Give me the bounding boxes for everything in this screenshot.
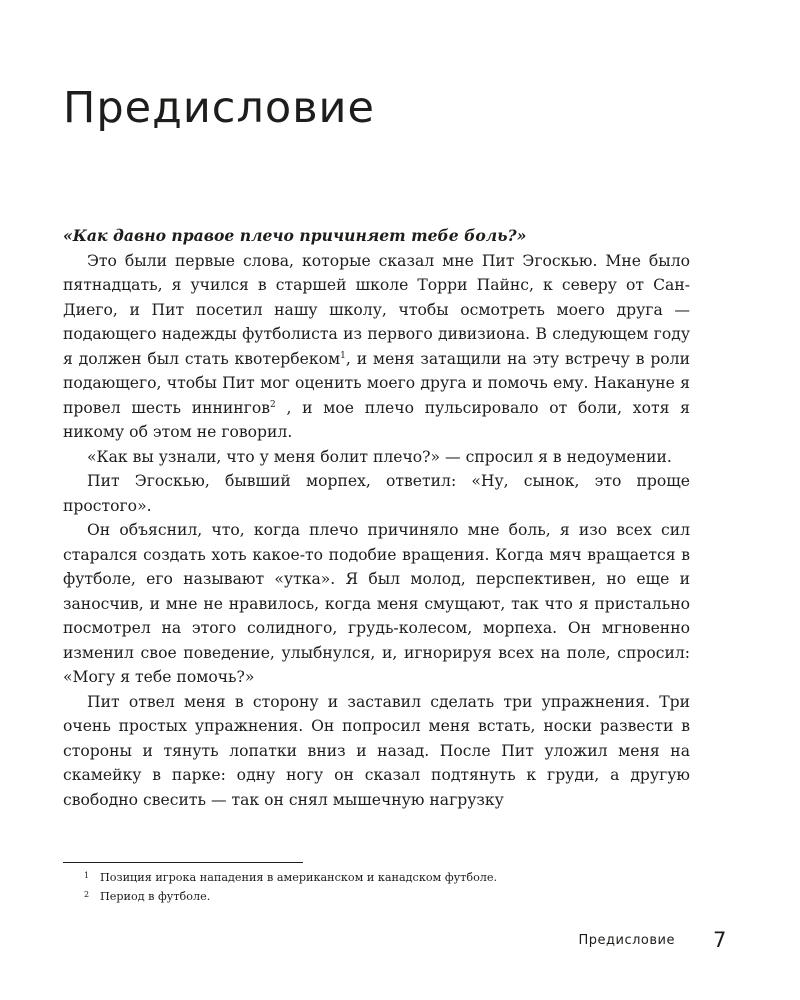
paragraph-1-part-a: Это были первые слова, которые сказал мне Пит Эгоскью. Мне было пятнадцать, я учился в старшей школе Торри Пайнс, к северу от Сан-Диего, и Пит посетил нашу школу, чтобы осмотреть моего друга — подающего надежды футболиста из первого дивизиона. В следующем году я должен был стать квотербеком xyxy=(63,251,690,368)
footnote-1-mark: 1 xyxy=(84,871,90,880)
footnote-1-text: Позиция игрока нападения в американском и канадском футболе. xyxy=(100,871,498,884)
epigraph: «Как давно правое плечо причиняет тебе боль?» xyxy=(63,226,527,245)
running-footer-title: Предисловие xyxy=(578,933,675,948)
paragraph-1-part-b: , и меня затащили на эту встречу в роли подающего, чтобы Пит мог оценить моего друга и помочь ему. Накануне я провел шесть иннингов xyxy=(63,349,690,417)
footnote-2 xyxy=(84,886,704,905)
footnote-2-text: Период в футболе. xyxy=(100,890,211,903)
footnote-divider xyxy=(63,862,303,863)
footnote-2-mark: 2 xyxy=(84,890,90,899)
paragraph-3: Пит Эгоскью, бывший морпех, ответил: «Ну, сынок, это проще простого». xyxy=(63,472,690,515)
paragraph-2: «Как вы узнали, что у меня болит плечо?» — спросил я в недоумении. xyxy=(87,447,672,466)
footnote-ref-1: 1 xyxy=(340,350,346,361)
chapter-title: Предисловие xyxy=(63,83,375,133)
body-text xyxy=(63,224,690,812)
footnote-ref-2: 2 xyxy=(270,399,276,410)
paragraph-5: Пит отвел меня в сторону и заставил сделать три упражнения. Три очень простых упражнения. Он попросил меня встать, носки развести в стороны и тянуть лопатки вниз и назад. После Пит уложил меня на скамейку в парке: одну ногу он сказал подтянуть к груди, а другую свободно свесить — так он снял мышечную нагрузку xyxy=(63,692,690,809)
paragraph-4: Он объяснил, что, когда плечо причиняло мне боль, я изо всех сил старался создать хоть какое-то подобие вращения. Когда мяч вращается в футболе, его называют «утка». Я был молод, перспективен, но еще и заносчив, и мне не нравилось, когда меня смущают, так что я пристально посмотрел на этого солидного, грудь-колесом, морпеха. Он мгновенно изменил свое поведение, улыбнулся, и, игнорируя всех на поле, спросил: «Могу я тебе помочь?» xyxy=(63,521,690,686)
footnotes xyxy=(84,867,704,905)
paragraph-1 xyxy=(63,249,690,445)
page-number: 7 xyxy=(713,928,727,952)
paragraph-1-part-c: , и мое плечо пульсировало от боли, хотя я никому об этом не говорил. xyxy=(63,398,690,441)
footnote-1 xyxy=(84,867,704,886)
